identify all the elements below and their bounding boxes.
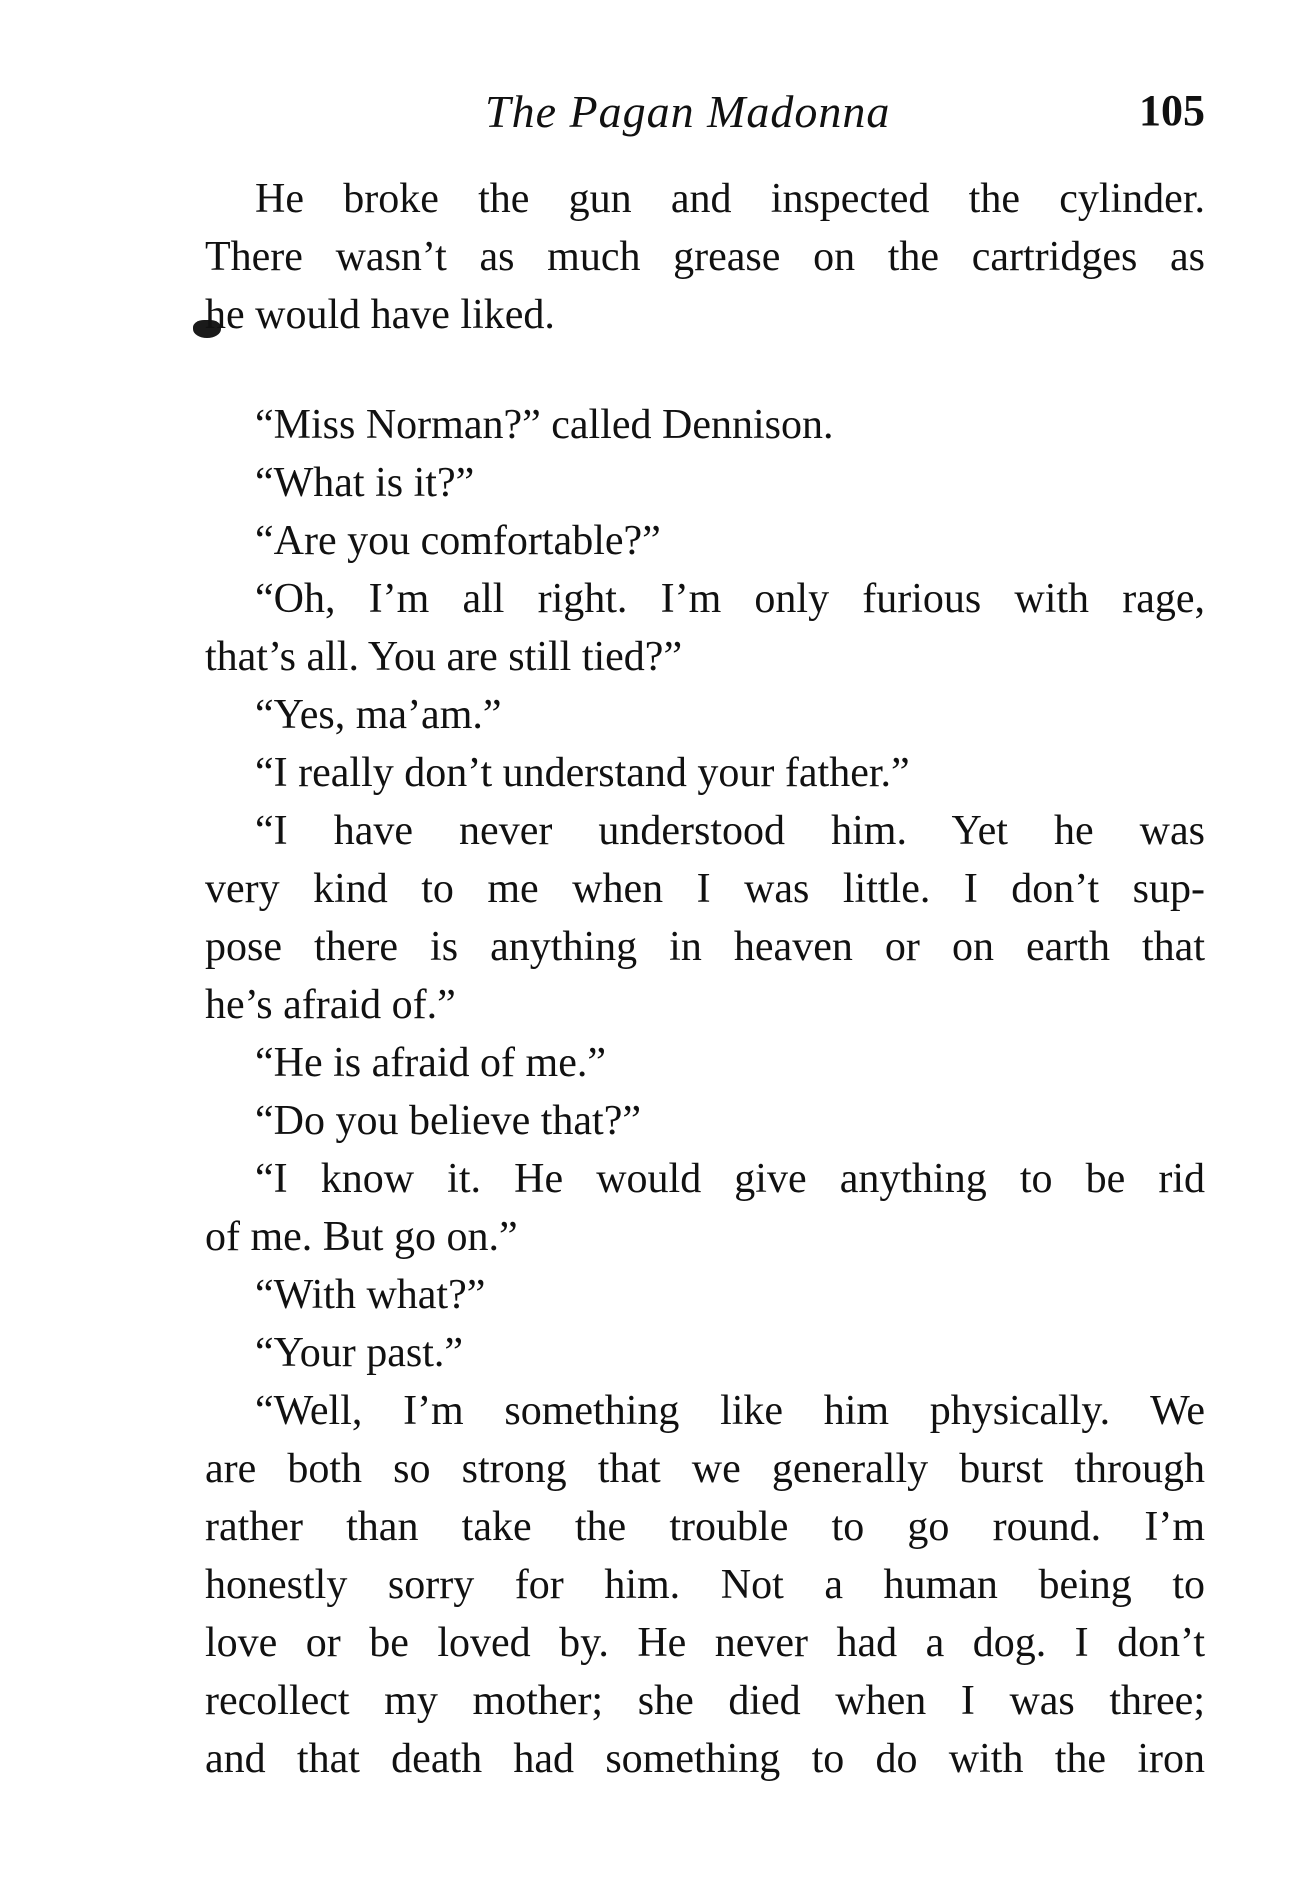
text-line: “I really don’t understand your father.” — [255, 750, 910, 796]
text-line: and that death had something to do with the iron — [205, 1736, 1205, 1782]
text-line: There wasn’t as much grease on the cartridges as — [205, 234, 1205, 280]
text-line: he would have liked. — [205, 292, 555, 338]
text-line: “Your past.” — [255, 1330, 464, 1376]
text-line: “Are you comfortable?” — [255, 518, 661, 564]
text-line: “Do you believe that?” — [255, 1098, 641, 1144]
page-header — [205, 85, 1205, 145]
text-line: He broke the gun and inspected the cylinder. — [255, 176, 1205, 222]
text-line: “I know it. He would give anything to be rid — [255, 1156, 1205, 1202]
text-line: love or be loved by. He never had a dog. I don’t — [205, 1620, 1205, 1666]
running-title: The Pagan Madonna — [485, 86, 891, 137]
body-text — [205, 170, 1205, 1788]
section-gap — [205, 344, 1205, 396]
text-line: honestly sorry for him. Not a human being to — [205, 1562, 1205, 1608]
text-line: are both so strong that we generally burst through — [205, 1446, 1205, 1492]
text-line: “Yes, ma’am.” — [255, 692, 502, 738]
text-line: “What is it?” — [255, 460, 475, 506]
text-line: that’s all. You are still tied?” — [205, 634, 683, 680]
text-line: rather than take the trouble to go round. I’m — [205, 1504, 1205, 1550]
text-line: “I have never understood him. Yet he was — [255, 808, 1205, 854]
text-line: “With what?” — [255, 1272, 486, 1318]
text-line: recollect my mother; she died when I was three; — [205, 1678, 1205, 1724]
text-line: “Miss Norman?” called Dennison. — [255, 402, 834, 448]
text-line: very kind to me when I was little. I don’t sup- — [205, 866, 1205, 912]
text-line: of me. But go on.” — [205, 1214, 518, 1260]
text-line: he’s afraid of.” — [205, 982, 456, 1028]
page-number: 105 — [1139, 86, 1205, 135]
text-line: “He is afraid of me.” — [255, 1040, 606, 1086]
text-line: “Oh, I’m all right. I’m only furious with rage, — [255, 576, 1205, 622]
text-line: pose there is anything in heaven or on earth that — [205, 924, 1205, 970]
text-line: “Well, I’m something like him physically. We — [255, 1388, 1205, 1434]
